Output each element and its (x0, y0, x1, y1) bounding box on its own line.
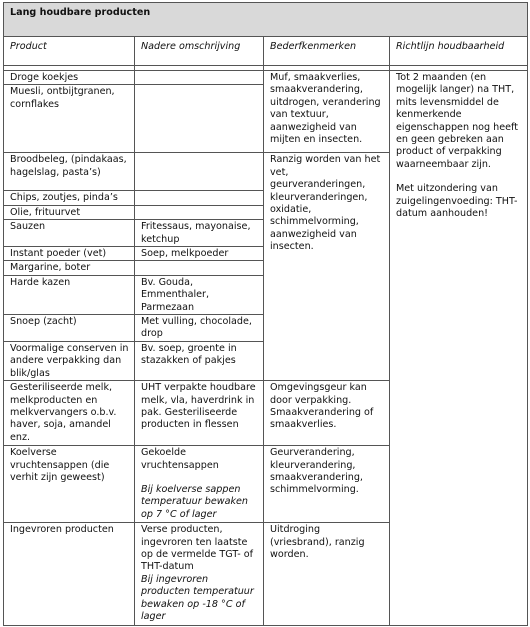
header-bederfkenmerken: Bederfkenmerken (264, 37, 390, 66)
omschrijving-cell: Met vulling, chocolade, drop (135, 315, 264, 342)
product-cell: Harde kazen (4, 275, 135, 314)
omschrijving-cell: Soep, melkpoeder (135, 247, 264, 261)
bederf-droog: Muf, smaakverlies, smaakverandering, uitdrogen, verandering van textuur, aanwezigheid van mijten en insecten. (264, 71, 390, 153)
product-cell: Snoep (zacht) (4, 315, 135, 342)
header-omschrijving: Nadere omschrijving (135, 37, 264, 66)
header-richtlijn: Richtlijn houdbaarheid (390, 37, 528, 66)
product-cell: Margarine, boter (4, 261, 135, 275)
omschrijving-cell (135, 191, 264, 205)
bederf-ingevroren: Uitdroging (vriesbrand), ranzig worden. (264, 523, 390, 626)
omschrijving-cell: UHT verpakte houdbare melk, vla, haverdrink in pak. Gesteriliseerde producten in flessen (135, 381, 264, 446)
richtlijn-cell (390, 71, 528, 626)
omschrijving-note: Bij ingevroren producten temperatuur bewaken op -18 °C of lager (141, 573, 254, 622)
omschrijving-cell (135, 523, 264, 626)
omschrijving-note: Bij koelverse sappen temperatuur bewaken op 7 °C of lager (141, 483, 248, 520)
product-cell: Sauzen (4, 220, 135, 247)
bederf-melk: Omgevingsgeur kan door verpakking. Smaakverandering of smaakverlies. (264, 381, 390, 446)
product-cell: Voormalige conserven in andere verpakking dan blik/glas (4, 341, 135, 380)
omschrijving-cell (135, 71, 264, 85)
omschrijving-cell (135, 205, 264, 219)
richtlijn-note: Met uitzondering van zuigelingenvoeding: THT-datum aanhouden! (396, 183, 518, 220)
product-cell: Koelverse vruchtensappen (die verhit zijn geweest) (4, 446, 135, 523)
bederf-vet: Ranzig worden van het vet, geurveranderingen, kleurveranderingen, oxidatie, schimmelvorming, aanwezigheid van insecten. (264, 153, 390, 381)
houdbaarheid-table (3, 2, 528, 626)
product-cell: Chips, zoutjes, pinda’s (4, 191, 135, 205)
product-cell: Droge koekjes (4, 71, 135, 85)
product-cell: Gesteriliseerde melk, melkproducten en melkvervangers o.b.v. haver, soja, amandel enz. (4, 381, 135, 446)
omschrijving-cell (135, 261, 264, 275)
omschrijving-cell (135, 446, 264, 523)
table-title: Lang houdbare producten (4, 3, 528, 37)
header-product: Product (4, 37, 135, 66)
bederf-sappen: Geurverandering, kleurverandering, smaakverandering, schimmelvorming. (264, 446, 390, 523)
product-cell: Ingevroren producten (4, 523, 135, 626)
omschrijving-text: Verse producten, ingevroren ten laatste op de vermelde TGT- of THT-datum (141, 524, 254, 573)
omschrijving-text: Gekoelde vruchtensappen (141, 447, 219, 471)
omschrijving-cell (135, 153, 264, 191)
omschrijving-cell: Fritessaus, mayonaise, ketchup (135, 220, 264, 247)
omschrijving-cell (135, 85, 264, 153)
product-cell: Instant poeder (vet) (4, 247, 135, 261)
omschrijving-cell: Bv. Gouda, Emmenthaler, Parmezaan (135, 275, 264, 314)
omschrijving-cell: Bv. soep, groente in stazakken of pakjes (135, 341, 264, 380)
product-cell: Olie, frituurvet (4, 205, 135, 219)
richtlijn-main: Tot 2 maanden (en mogelijk langer) na THT, mits levensmiddel de kenmerkende eigenschappen nog heeft en geen gebreken aan product of verpakking waarneembaar zijn. (396, 72, 519, 170)
product-cell: Muesli, ontbijtgranen, cornflakes (4, 85, 135, 153)
product-cell: Broodbeleg, (pindakaas, hagelslag, pasta’s) (4, 153, 135, 191)
